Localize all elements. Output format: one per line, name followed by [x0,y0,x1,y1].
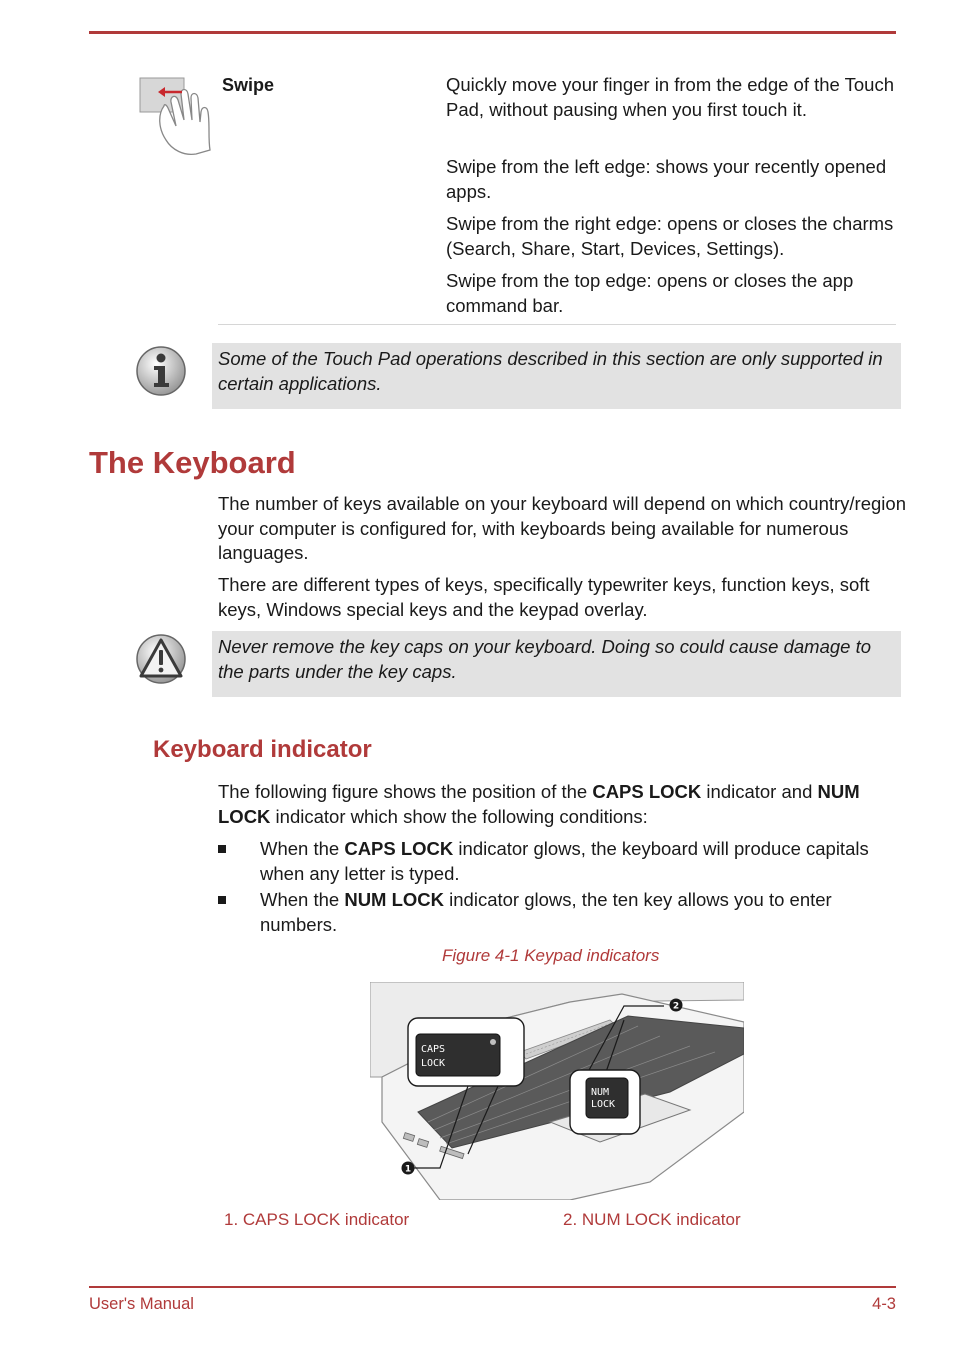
table-separator [218,324,896,325]
intro-text: indicator which show the following conditions: [270,805,648,827]
intro-bold: NUM LOCK [218,781,860,827]
figure-legend-item: 1. CAPS LOCK indicator [224,1210,410,1229]
gesture-description: Swipe from the right edge: opens or closes the charms (Search, Share, Start, Devices, Settings). [446,213,894,259]
bullet-text: When the [260,838,345,859]
footer-rule [89,1286,896,1288]
bullet-bold: CAPS LOCK [344,838,454,859]
info-note [212,343,901,409]
num-lock-key-label-1: NUM [591,1087,610,1098]
intro-text: The following figure shows the position of the [218,781,593,802]
bullet-text: indicator glows, the ten key allows you to enter numbers. [260,889,832,935]
intro-bold: CAPS LOCK [592,781,702,802]
subsection-title: Keyboard indicator [153,736,372,763]
figure-caption: Figure 4-1 Keypad indicators [442,946,660,965]
bullet-item [260,888,900,937]
gesture-description: Swipe from the top edge: opens or closes the app command bar. [446,270,854,316]
gesture-description: Quickly move your finger in from the edge of the Touch Pad, without pausing when you first touch it. [446,74,895,120]
gesture-description: Swipe from the left edge: shows your recently opened apps. [446,156,887,202]
warning-note-text: Never remove the key caps on your keyboard. Doing so could cause damage to the parts under the key caps. [218,636,872,682]
bullet-bold: NUM LOCK [344,889,445,910]
section-title: The Keyboard [89,445,296,480]
bullet-text: indicator glows, the keyboard will produce capitals when any letter is typed. [260,838,869,884]
bullet-marker [218,896,226,904]
bullet-item [260,837,900,886]
bullet-text: When the [260,889,345,910]
swipe-gesture-icon [138,76,218,158]
header-rule [89,31,896,34]
footer-manual-name: User's Manual [89,1295,194,1313]
callout-1-label: 1 [404,1164,412,1175]
caps-lock-key-label-1: CAPS [421,1044,446,1055]
keyboard-illustration [370,982,744,1200]
caps-lock-key-label-2: LOCK [421,1058,446,1069]
intro-text: indicator and [701,781,818,802]
info-icon [135,345,187,397]
gesture-term: Swipe [222,75,275,95]
section-paragraph: The number of keys available on your keyboard will depend on which country/region your computer is configured for, with keyboards being available for numerous languages. [218,493,906,563]
bullet-marker [218,845,226,853]
section-paragraph: There are different types of keys, specifically typewriter keys, function keys, soft keys, Windows special keys and the keypad overlay. [218,574,870,620]
num-lock-key-label-2: LOCK [591,1099,616,1110]
info-note-text: Some of the Touch Pad operations described in this section are only supported in certain applications. [218,348,883,394]
figure-legend-item: 2. NUM LOCK indicator [563,1210,741,1229]
subsection-intro [218,780,908,829]
footer-page-number: 4-3 [872,1295,896,1313]
warning-note [212,631,901,697]
callout-2-label: 2 [672,1001,680,1012]
warning-icon [135,633,187,685]
